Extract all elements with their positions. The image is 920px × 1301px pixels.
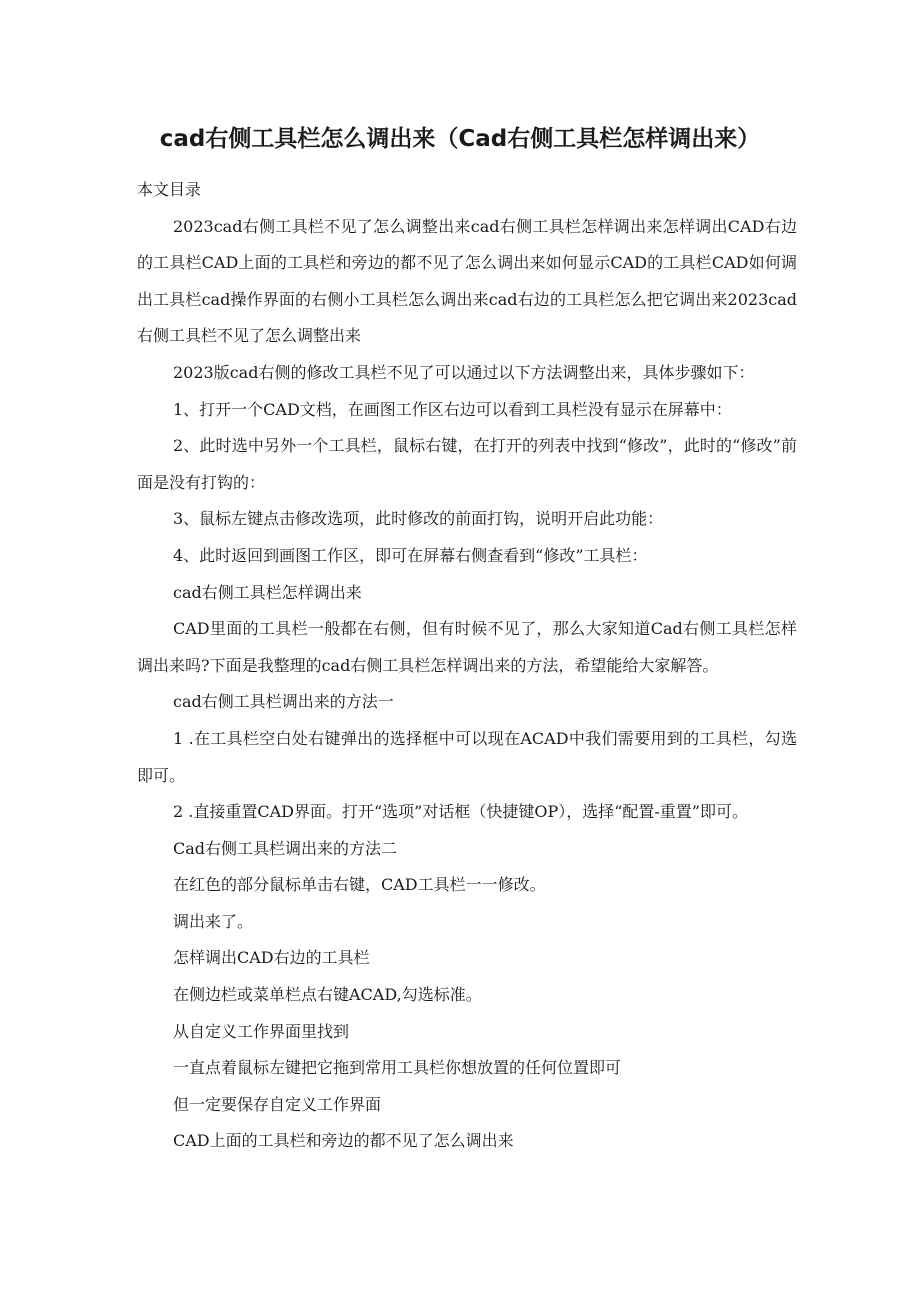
body-paragraph: 在侧边栏或菜单栏点右键ACAD,勾选标准。 bbox=[173, 985, 482, 1005]
section-heading: CAD上面的工具栏和旁边的都不见了怎么调出来 bbox=[173, 1131, 514, 1151]
section-heading: Cad右侧工具栏调出来的方法二 bbox=[173, 838, 398, 858]
step-paragraph: 4、此时返回到画图工作区，即可在屏幕右侧查看到“修改”工具栏： bbox=[173, 545, 648, 565]
body-paragraph: 2023版cad右侧的修改工具栏不见了可以通过以下方法调整出来，具体步骤如下： bbox=[173, 362, 755, 382]
section-heading: cad右侧工具栏调出来的方法一 bbox=[173, 692, 394, 712]
body-paragraph: 从自定义工作界面里找到 bbox=[173, 1021, 350, 1041]
section-heading: 怎样调出CAD右边的工具栏 bbox=[173, 948, 370, 968]
body-paragraph: 但一定要保存自定义工作界面 bbox=[173, 1094, 382, 1114]
toc-paragraph: 2023cad右侧工具栏不见了怎么调整出来cad右侧工具栏怎样调出来怎样调出CAD右边的工具栏CAD上面的工具栏和旁边的都不见了怎么调出来如何显示CAD的工具栏CAD如何调出工具栏cad操作界面的右侧小工具栏怎么调出来cad右边的工具栏怎么把它调出来2023cad右侧工具栏不见了怎么调整出来 bbox=[137, 216, 797, 346]
step-paragraph: 1、打开一个CAD文档，在画图工作区右边可以看到工具栏没有显示在屏幕中： bbox=[173, 399, 732, 419]
toc-heading: 本文目录 bbox=[137, 180, 202, 199]
body-paragraph: 调出来了。 bbox=[173, 911, 254, 931]
step-paragraph: 3、鼠标左键点击修改选项，此时修改的前面打钩，说明开启此功能： bbox=[173, 509, 664, 529]
document-body bbox=[137, 172, 797, 1160]
body-paragraph: 一直点着鼠标左键把它拖到常用工具栏你想放置的任何位置即可 bbox=[173, 1058, 622, 1078]
step-paragraph: 2 .直接重置CAD界面。打开“选项”对话框（快捷键OP），选择“配置-重置”即可。 bbox=[173, 802, 748, 822]
body-paragraph: CAD里面的工具栏一般都在右侧，但有时候不见了，那么大家知道Cad右侧工具栏怎样调出来吗?下面是我整理的cad右侧工具栏怎样调出来的方法，希望能给大家解答。 bbox=[137, 619, 797, 675]
step-paragraph: 1 .在工具栏空白处右键弹出的选择框中可以现在ACAD中我们需要用到的工具栏，勾选即可。 bbox=[137, 728, 797, 785]
section-heading: cad右侧工具栏怎样调出来 bbox=[173, 582, 362, 602]
body-paragraph: 在红色的部分鼠标单击右键，CAD工具栏一一修改。 bbox=[173, 875, 546, 895]
step-paragraph: 2、此时选中另外一个工具栏，鼠标右键，在打开的列表中找到“修改”，此时的“修改”前面是没有打钩的： bbox=[137, 436, 797, 492]
document-title: cad右侧工具栏怎么调出来（Cad右侧工具栏怎样调出来） bbox=[159, 126, 761, 152]
